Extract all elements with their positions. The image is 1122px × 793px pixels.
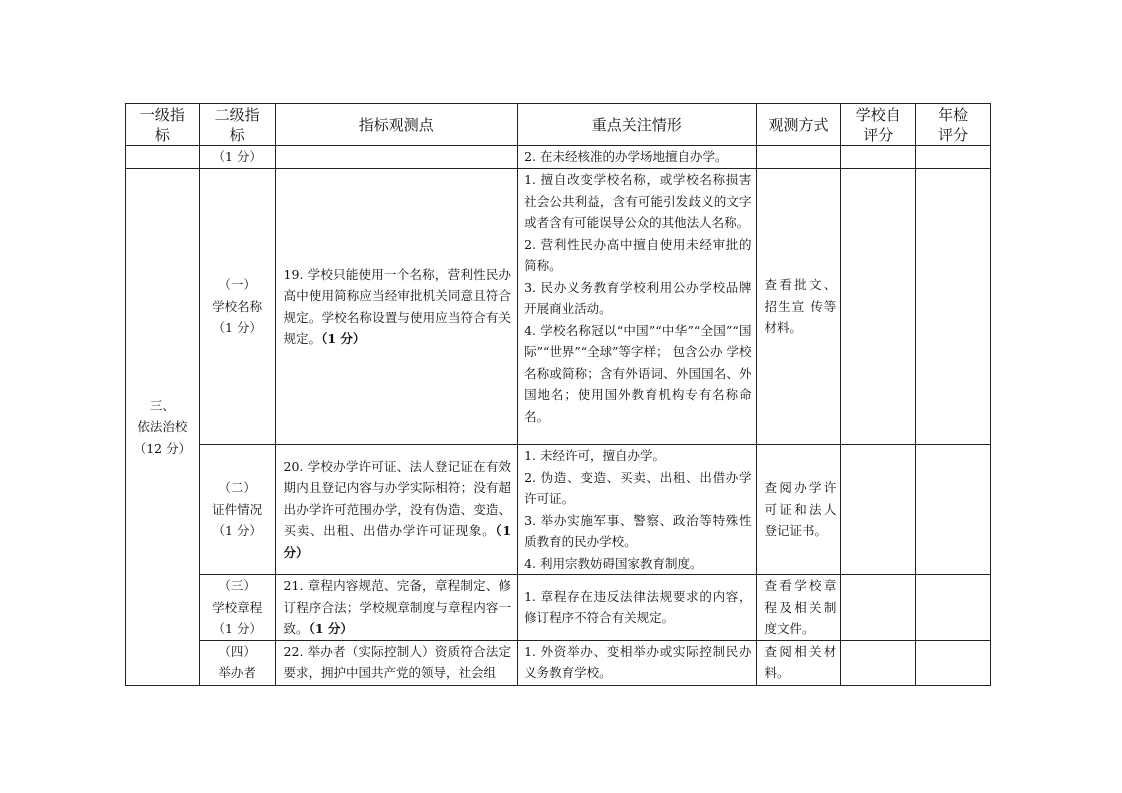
method-cell: 查看批文、招生宣 传等材料。 (756, 169, 841, 445)
annual-score-cell (916, 146, 991, 169)
self-score-cell (841, 146, 916, 169)
self-score-cell (841, 445, 916, 575)
header-focus: 重点关注情形 (518, 104, 756, 146)
observation-cell (275, 146, 518, 169)
annual-score-cell (916, 169, 991, 445)
observation-cell: 22. 举办者（实际控制人）资质符合法定要求，拥护中国共产党的领导，社会组 (275, 640, 518, 685)
method-cell: 查看学校章程及相关制度文件。 (756, 575, 841, 641)
method-cell: 查阅相关材料。 (756, 640, 841, 685)
focus-cell: 1. 外资举办、变相举办或实际控制民办义务教育学校。 (518, 640, 756, 685)
observation-cell: 19. 学校只能使用一个名称，营利性民办高中使用简称应当经审批机关同意且符合规定。学校名称设置与使用应当符合有关规定。（1 分） (275, 169, 518, 445)
self-score-cell (841, 640, 916, 685)
method-cell: 查阅办学许可证和法人登记证书。 (756, 445, 841, 575)
header-row (126, 104, 991, 146)
level1-cell: 三、 依法治校 （12 分） (126, 169, 200, 686)
evaluation-table (125, 103, 991, 686)
self-score-cell (841, 169, 916, 445)
table-row (126, 146, 991, 169)
focus-cell: 1. 章程存在违反法律法规要求的内容，修订程序不符合有关规定。 (518, 575, 756, 641)
self-score-cell (841, 575, 916, 641)
header-annual-score: 年检 评分 (916, 104, 991, 146)
level2-cell: （1 分） (199, 146, 275, 169)
focus-cell: 1. 擅自改变学校名称，或学校名称损害社会公共利益，含有可能引发歧义的文字或者含有可能误导公众的其他法人名称。 2. 营利性民办高中擅自使用未经审批的简称。 3. 民办义务教育学校利用公办学校品牌开展商业活动。 4. 学校名称冠以“中国”“中华”“全国”“国际”“世界”“全球”等字样； 包含公办 学校名称或简称；含有外语词、外国国名、外国地名；使用国外教育机构专有名称命名。 (518, 169, 756, 445)
level1-cell-empty (126, 146, 200, 169)
table-row (126, 640, 991, 685)
annual-score-cell (916, 575, 991, 641)
method-cell (756, 146, 841, 169)
focus-cell: 2. 在未经核准的办学场地擅自办学。 (518, 146, 756, 169)
level2-cell: （四） 举办者 (199, 640, 275, 685)
observation-cell: 20. 学校办学许可证、法人登记证在有效期内且登记内容与办学实际相符；没有超出办学许可范围办学，没有伪造、变造、买卖、出租、出借办学许可证现象。（1 分） (275, 445, 518, 575)
header-level2: 二级指 标 (199, 104, 275, 146)
header-self-score: 学校自 评分 (841, 104, 916, 146)
annual-score-cell (916, 640, 991, 685)
table-row (126, 445, 991, 575)
header-level1: 一级指 标 (126, 104, 200, 146)
header-method: 观测方式 (756, 104, 841, 146)
observation-cell: 21. 章程内容规范、完备，章程制定、修订程序合法；学校规章制度与章程内容一致。（1 分） (275, 575, 518, 641)
level2-cell: （一） 学校名称 （1 分） (199, 169, 275, 445)
annual-score-cell (916, 445, 991, 575)
focus-cell: 1. 未经许可，擅自办学。 2. 伪造、变造、买卖、出租、出借办学许可证。 3. 举办实施军事、警察、政治等特殊性质教育的民办学校。 4. 利用宗教妨碍国家教育制度。 (518, 445, 756, 575)
table-row (126, 169, 991, 445)
level2-cell: （二） 证件情况 （1 分） (199, 445, 275, 575)
header-observation: 指标观测点 (275, 104, 518, 146)
level2-cell: （三） 学校章程 （1 分） (199, 575, 275, 641)
table-row (126, 575, 991, 641)
